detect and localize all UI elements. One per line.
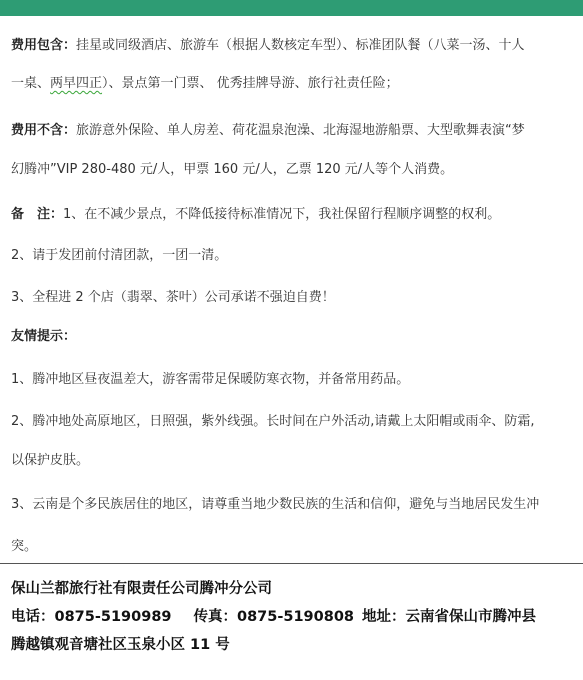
tip-3-line2: 突。: [11, 539, 38, 554]
spellcheck-underlined-text: 两早四正: [50, 76, 103, 91]
fees-included-line1: [11, 35, 525, 56]
address-line2: 腾越镇观音塘社区玉泉小区 11 号: [11, 637, 230, 653]
tip-2-line1: 2、腾冲地处高原地区，日照强，紫外线强。长时间在户外活动,请戴上太阳帽或雨伞、防霜,: [11, 414, 535, 429]
tips-heading: 友情提示：: [11, 329, 77, 344]
fees-included-text-2b: ）、景点第一门票、 优秀挂牌导游、旅行社责任险；: [102, 76, 399, 91]
top-bar: [0, 0, 583, 16]
address-line1: 地址：云南省保山市腾冲县: [362, 609, 536, 625]
tip-3-line1: 3、云南是个多民族居住的地区，请尊重当地少数民族的生活和信仰，避免与当地居民发生冲: [11, 497, 540, 512]
fees-included-text-2a: 一桌、: [11, 76, 51, 91]
notes-item1-text: 1、在不减少景点，不降低接待标准情况下，我社保留行程顺序调整的权利。: [63, 207, 501, 222]
fees-excluded-line2: 幻腾冲”VIP 280-480 元/人，甲票 160 元/人，乙票 120 元/人等个人消费。: [11, 162, 454, 177]
fees-excluded-line1: [11, 120, 525, 141]
fees-excluded-label: 费用不含：: [11, 123, 77, 138]
contact-line: [11, 603, 576, 631]
company-footer: [11, 575, 576, 659]
footer-divider: [0, 563, 583, 564]
notes-label: 备 注：: [11, 207, 64, 222]
fees-included-label: 费用包含：: [11, 38, 77, 53]
company-name: 保山兰都旅行社有限责任公司腾冲分公司: [11, 581, 272, 597]
fees-included-line2: [11, 73, 399, 94]
fees-excluded-text: 旅游意外保险、单人房差、荷花温泉泡澡、北海湿地游船票、大型歌舞表演“梦: [76, 123, 525, 138]
tip-1: 1、腾冲地区昼夜温差大，游客需带足保暖防寒衣物，并备常用药品。: [11, 372, 410, 387]
phone-number: 电话：0875-5190989: [11, 609, 172, 625]
notes-item3: 3、全程进 2 个店（翡翠、茶叶）公司承诺不强迫自费！: [11, 290, 335, 305]
tip-2-line2: 以保护皮肤。: [11, 453, 90, 468]
notes-item1: [11, 204, 500, 225]
notes-item2: 2、请于发团前付清团款，一团一清。: [11, 248, 228, 263]
fax-number: 传真：0875-5190808: [193, 609, 354, 625]
fees-included-text: 挂星或同级酒店、旅游车（根据人数核定车型）、标准团队餐（八菜一汤、十人: [76, 38, 525, 53]
